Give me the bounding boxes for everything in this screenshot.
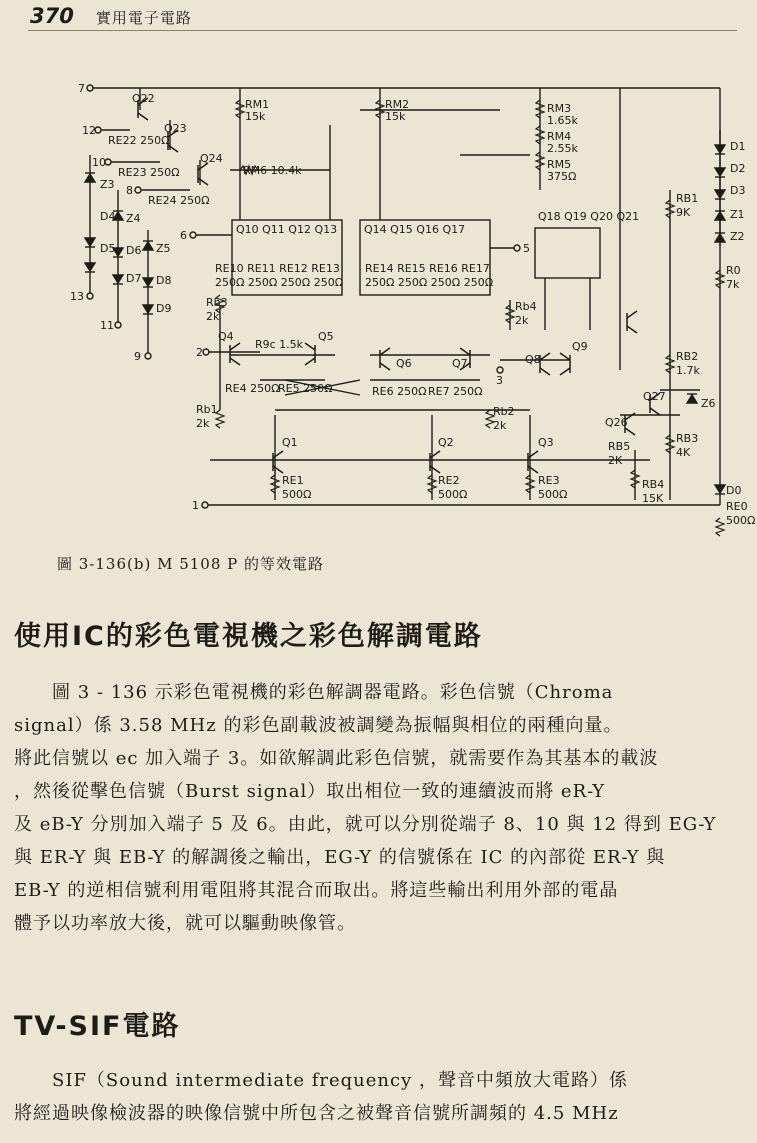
- svg-text:RB3: RB3: [676, 432, 699, 445]
- svg-text:Q22: Q22: [132, 92, 155, 105]
- svg-text:RB5: RB5: [608, 440, 631, 453]
- svg-text:13: 13: [70, 290, 84, 303]
- text-line: 將經過映像檢波器的映像信號中所包含之被聲音信號所調頻的 4.5 MHz: [14, 1103, 619, 1124]
- svg-text:RM2: RM2: [385, 98, 410, 111]
- text-line: 圖 3 - 136 示彩色電視機的彩色解調器電路。彩色信號（Chroma: [52, 682, 614, 703]
- svg-text:2k: 2k: [515, 314, 529, 327]
- page-number: 370: [30, 4, 74, 28]
- svg-text:RE10 RE11 RE12 RE13: RE10 RE11 RE12 RE13: [215, 262, 340, 275]
- section-paragraph: [14, 676, 750, 940]
- svg-text:2K: 2K: [608, 454, 623, 467]
- svg-text:2k: 2k: [206, 310, 220, 323]
- svg-text:Rb2: Rb2: [493, 405, 515, 418]
- svg-text:4K: 4K: [676, 446, 691, 459]
- svg-text:11: 11: [100, 319, 114, 332]
- svg-text:RM4: RM4: [547, 130, 572, 143]
- text-line: signal）係 3.58 MHz 的彩色副載波被調變為振幅與相位的兩種向量。: [14, 715, 623, 736]
- svg-text:2k: 2k: [493, 419, 507, 432]
- svg-text:Q6: Q6: [396, 357, 412, 370]
- svg-text:12: 12: [82, 124, 96, 137]
- svg-text:RB1: RB1: [676, 192, 699, 205]
- svg-text:Q8: Q8: [525, 353, 541, 366]
- svg-text:RE3: RE3: [538, 474, 560, 487]
- svg-text:Z4: Z4: [126, 212, 141, 225]
- svg-text:375Ω: 375Ω: [547, 170, 577, 183]
- svg-text:Rb1: Rb1: [196, 403, 218, 416]
- svg-text:D8: D8: [156, 274, 172, 287]
- svg-text:Q3: Q3: [538, 436, 554, 449]
- svg-text:Rb4: Rb4: [515, 300, 537, 313]
- text-line: EB-Y 的逆相信號利用電阻將其混合而取出。將這些輸出利用外部的電晶: [14, 880, 619, 901]
- svg-text:D4: D4: [100, 210, 116, 223]
- svg-text:8: 8: [126, 184, 133, 197]
- text-line: 體予以功率放大後，就可以驅動映像管。: [14, 913, 356, 934]
- svg-text:R0: R0: [726, 264, 741, 277]
- circuit-diagram: [60, 70, 756, 540]
- header-rule: [28, 30, 737, 31]
- svg-text:RE6 250Ω: RE6 250Ω: [372, 385, 427, 398]
- svg-text:Q27: Q27: [643, 390, 666, 403]
- svg-text:RE22 250Ω: RE22 250Ω: [108, 134, 170, 147]
- svg-text:RB2: RB2: [676, 350, 699, 363]
- svg-text:9K: 9K: [676, 206, 691, 219]
- svg-text:D1: D1: [730, 140, 746, 153]
- svg-text:500Ω: 500Ω: [438, 488, 468, 501]
- svg-text:Q18 Q19 Q20 Q21: Q18 Q19 Q20 Q21: [538, 210, 640, 223]
- svg-text:RE7 250Ω: RE7 250Ω: [428, 385, 483, 398]
- svg-text:Z6: Z6: [701, 397, 716, 410]
- svg-text:500Ω: 500Ω: [726, 514, 756, 527]
- svg-text:RM6 10.4k: RM6 10.4k: [243, 164, 302, 177]
- svg-text:15k: 15k: [385, 110, 406, 123]
- section-title: 使用IC的彩色電視機之彩色解調電路: [14, 621, 483, 652]
- svg-text:6: 6: [180, 229, 187, 242]
- svg-text:RE0: RE0: [726, 500, 748, 513]
- section-title: TV-SIF電路: [14, 1011, 181, 1042]
- svg-text:500Ω: 500Ω: [538, 488, 568, 501]
- svg-text:5: 5: [523, 242, 530, 255]
- svg-text:RE24 250Ω: RE24 250Ω: [148, 194, 210, 207]
- svg-text:1.65k: 1.65k: [547, 114, 578, 127]
- svg-text:3: 3: [496, 374, 503, 387]
- svg-text:2k: 2k: [196, 417, 210, 430]
- svg-text:Z5: Z5: [156, 242, 171, 255]
- svg-text:Q2: Q2: [438, 436, 454, 449]
- svg-text:7k: 7k: [726, 278, 740, 291]
- svg-text:Q1: Q1: [282, 436, 298, 449]
- svg-text:RM5: RM5: [547, 158, 572, 171]
- svg-text:R9c 1.5k: R9c 1.5k: [255, 338, 304, 351]
- svg-text:RB4: RB4: [642, 478, 665, 491]
- svg-text:1: 1: [192, 499, 199, 512]
- svg-text:RE1: RE1: [282, 474, 304, 487]
- svg-text:D0: D0: [726, 484, 742, 497]
- svg-text:Z2: Z2: [730, 230, 745, 243]
- svg-text:15K: 15K: [642, 492, 664, 505]
- book-title: 實用電子電路: [95, 9, 192, 27]
- svg-text:Q26: Q26: [605, 416, 628, 429]
- svg-text:1.7k: 1.7k: [676, 364, 700, 377]
- svg-text:250Ω 250Ω 250Ω 250Ω: 250Ω 250Ω 250Ω 250Ω: [365, 276, 494, 289]
- svg-text:500Ω: 500Ω: [282, 488, 312, 501]
- svg-text:Q7: Q7: [452, 357, 468, 370]
- svg-text:10: 10: [92, 156, 106, 169]
- svg-text:RE5 250Ω: RE5 250Ω: [278, 382, 333, 395]
- svg-text:Q24: Q24: [200, 152, 223, 165]
- svg-text:RM3: RM3: [547, 102, 572, 115]
- svg-text:Q14 Q15 Q16 Q17: Q14 Q15 Q16 Q17: [364, 223, 466, 236]
- svg-text:Q10 Q11 Q12 Q13: Q10 Q11 Q12 Q13: [236, 223, 338, 236]
- svg-text:D6: D6: [126, 244, 142, 257]
- svg-text:Z1: Z1: [730, 208, 745, 221]
- text-line: 將此信號以 ec 加入端子 3。如欲解調此彩色信號，就需要作為其基本的載波: [14, 748, 659, 769]
- svg-text:RM1: RM1: [245, 98, 270, 111]
- text-line: SIF（Sound intermediate frequency ，聲音中頻放大電路）係: [52, 1070, 628, 1091]
- svg-text:15k: 15k: [245, 110, 266, 123]
- svg-text:Z3: Z3: [100, 178, 115, 191]
- text-line: 及 eB-Y 分別加入端子 5 及 6。由此，就可以分別從端子 8、10 與 12 得到 EG-Y: [14, 814, 717, 835]
- text-line: ，然後從擊色信號（Burst signal）取出相位一致的連續波而將 eR-Y: [14, 781, 606, 802]
- svg-text:7: 7: [78, 82, 85, 95]
- svg-text:Rb3: Rb3: [206, 296, 228, 309]
- svg-text:2.55k: 2.55k: [547, 142, 578, 155]
- svg-text:D2: D2: [730, 162, 746, 175]
- svg-text:2: 2: [196, 346, 203, 359]
- svg-text:D7: D7: [126, 272, 142, 285]
- svg-text:RE2: RE2: [438, 474, 460, 487]
- svg-text:D3: D3: [730, 184, 746, 197]
- section-paragraph: [14, 1064, 750, 1130]
- text-line: 與 ER-Y 與 EB-Y 的解調後之輸出，EG-Y 的信號係在 IC 的內部從 ER-Y 與: [14, 847, 666, 868]
- svg-text:Q5: Q5: [318, 330, 334, 343]
- svg-text:9: 9: [134, 350, 141, 363]
- svg-text:D5: D5: [100, 242, 116, 255]
- page-header: [30, 4, 192, 30]
- svg-text:Q9: Q9: [572, 340, 588, 353]
- svg-text:Q4: Q4: [218, 330, 234, 343]
- svg-text:250Ω 250Ω 250Ω 250Ω: 250Ω 250Ω 250Ω 250Ω: [215, 276, 344, 289]
- svg-text:RE14 RE15 RE16 RE17: RE14 RE15 RE16 RE17: [365, 262, 490, 275]
- svg-text:RE23 250Ω: RE23 250Ω: [118, 166, 180, 179]
- svg-text:RE4 250Ω: RE4 250Ω: [225, 382, 280, 395]
- svg-text:Q23: Q23: [164, 122, 187, 135]
- svg-text:D9: D9: [156, 302, 172, 315]
- figure-caption: 圖 3-136(b) M 5108 P 的等效電路: [57, 555, 325, 573]
